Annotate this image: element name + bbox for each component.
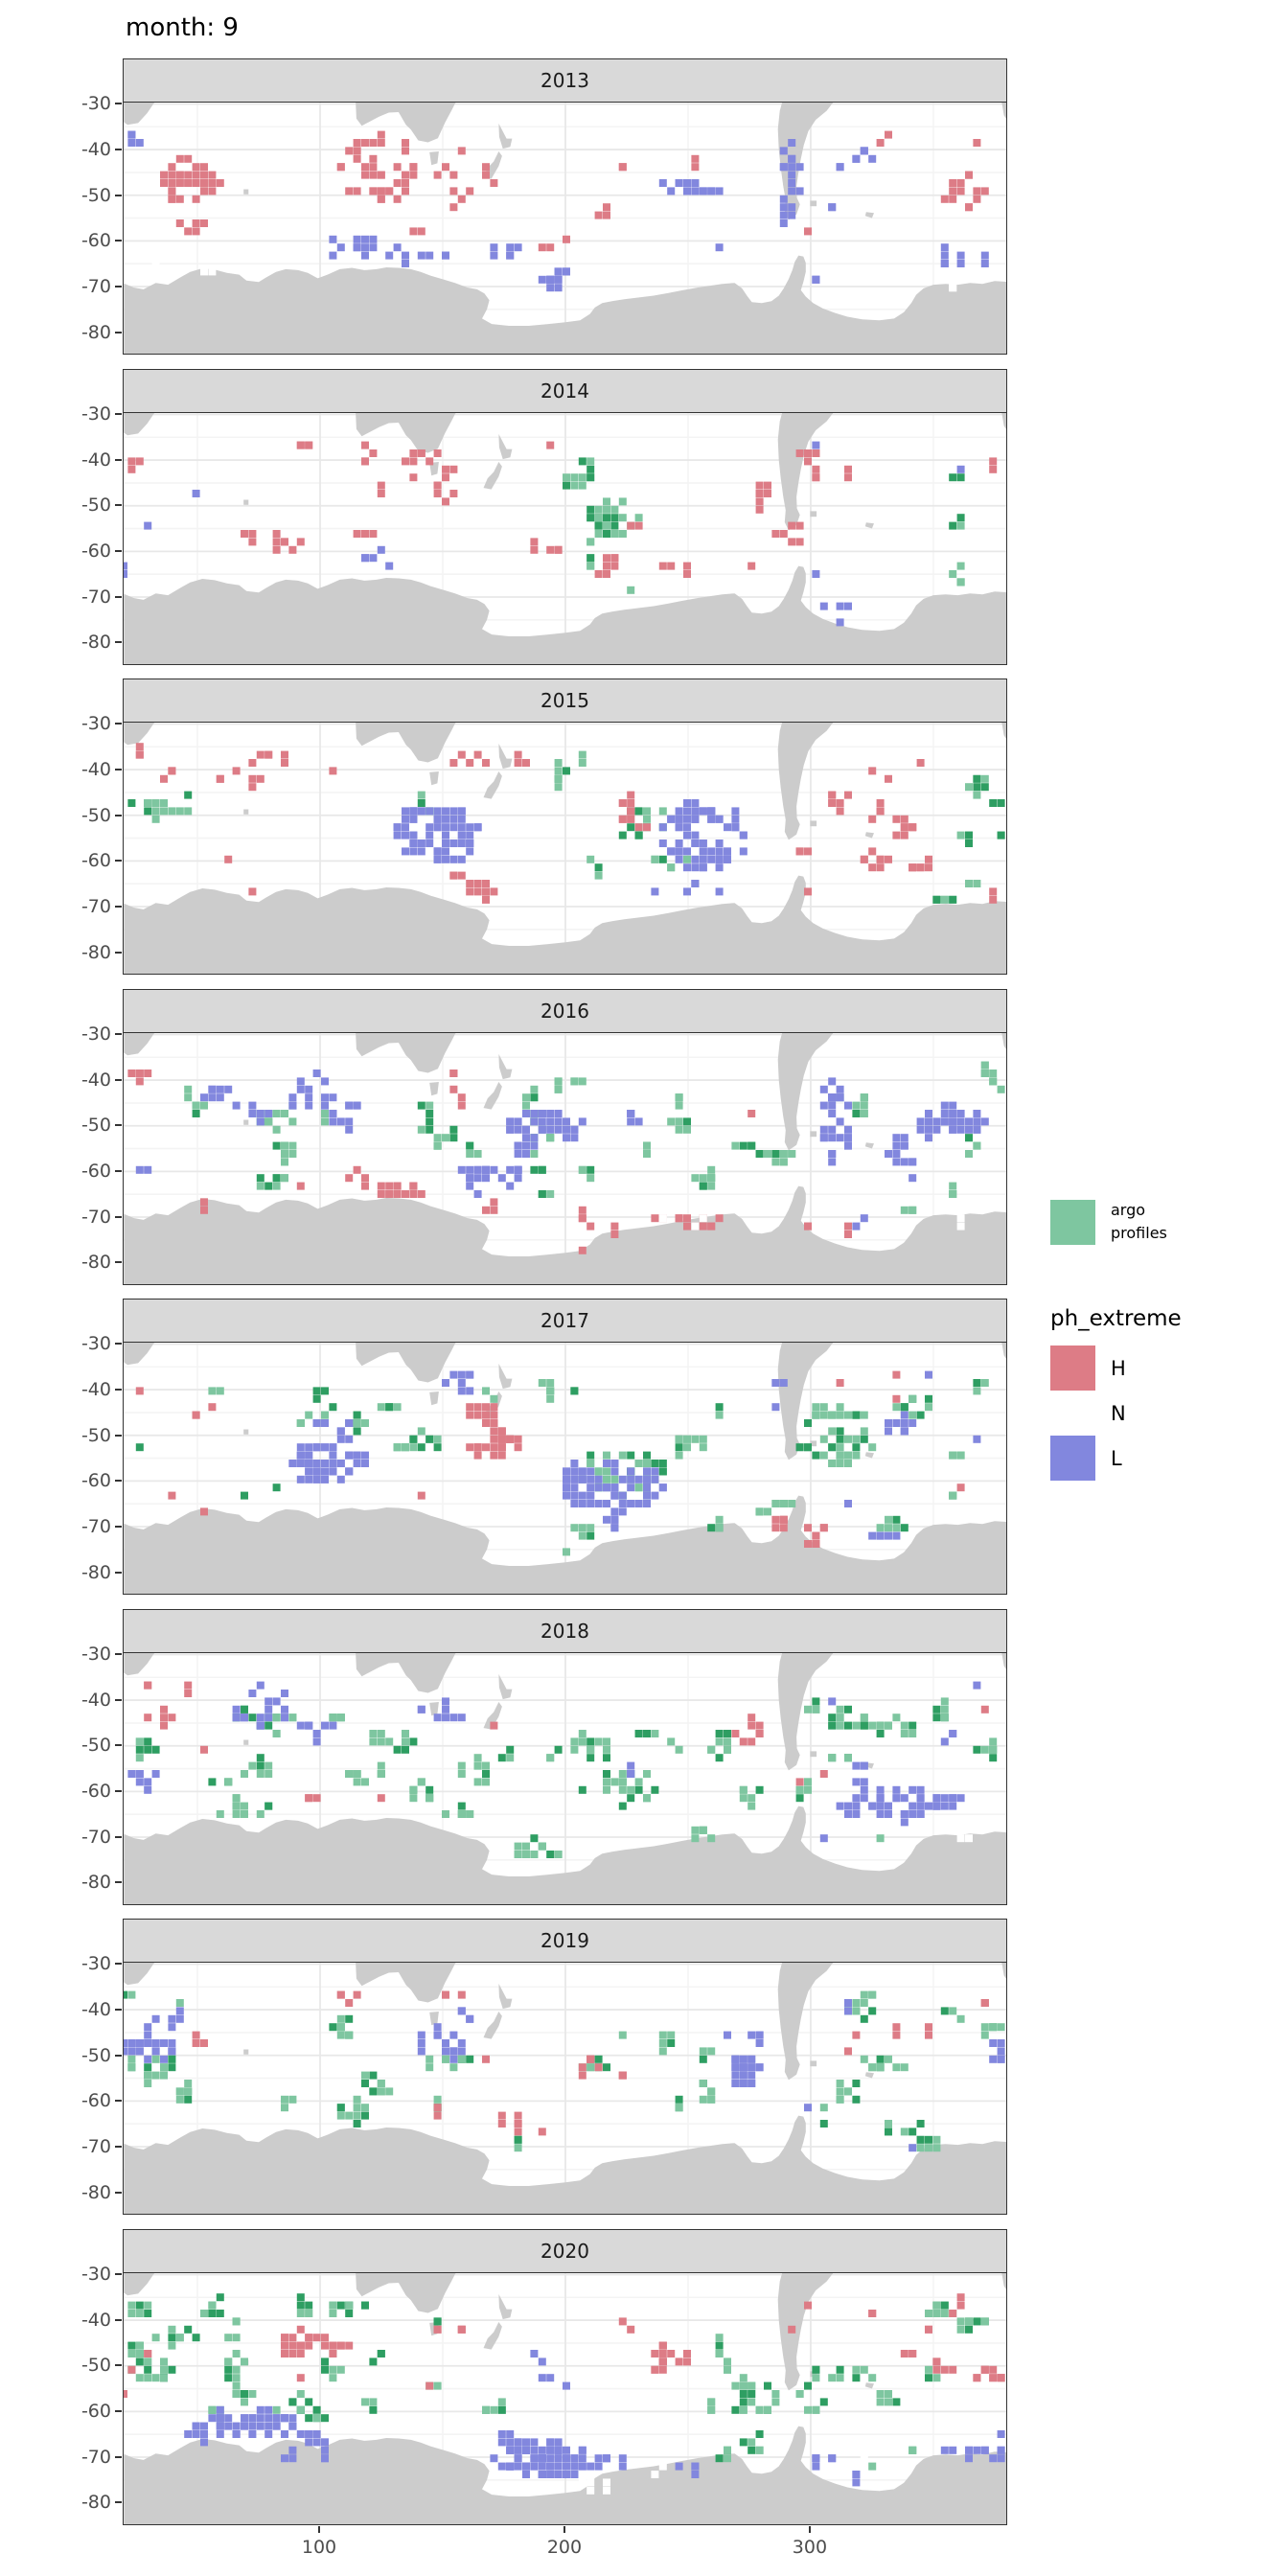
map-panel-2018	[123, 1653, 1007, 1905]
land-africa-wrap	[1001, 1343, 1007, 1363]
y-tick-label: -40	[80, 2309, 111, 2331]
y-tick-mark	[115, 2192, 122, 2194]
land-africa-tip	[124, 1963, 155, 1985]
y-tick-mark	[115, 2273, 122, 2275]
y-tick-label: -70	[80, 276, 111, 297]
land-tasmania	[429, 151, 439, 165]
map-panel-2017	[123, 1343, 1007, 1595]
y-tick-label: -30	[80, 402, 111, 425]
land-africa-wrap	[1001, 1653, 1007, 1673]
argo-profiles-label: argo profiles	[1111, 1201, 1167, 1242]
y-tick-mark	[115, 1216, 122, 1218]
legend-entry-N	[1050, 1391, 1271, 1436]
y-tick-mark	[115, 769, 122, 770]
y-tick-mark	[115, 1170, 122, 1172]
land-tasmania	[429, 1082, 439, 1095]
facet-strip-2017: 2017	[123, 1299, 1007, 1343]
land-kerguelen	[243, 810, 248, 815]
y-tick-mark	[115, 1124, 122, 1126]
land-africa-tip	[124, 723, 155, 745]
land-australia	[356, 1963, 456, 2003]
land-africa-tip	[124, 413, 155, 435]
argo-profiles-key-swatch	[1050, 1200, 1095, 1245]
y-tick-mark	[115, 2456, 122, 2458]
ph-extreme-N-key-swatch	[1050, 1391, 1095, 1436]
y-tick-label: -80	[80, 941, 111, 963]
points-H	[127, 441, 997, 577]
y-tick-mark	[115, 1079, 122, 1081]
y-tick-label: -50	[80, 494, 111, 517]
land-tasmania	[429, 771, 439, 785]
land-africa-wrap	[1001, 1963, 1007, 1983]
land-kerguelen	[243, 190, 248, 195]
y-tick-label: -50	[80, 1115, 111, 1137]
x-tick-mark	[318, 2526, 320, 2533]
land-africa-wrap	[1001, 103, 1007, 123]
y-tick-mark	[115, 1261, 122, 1263]
y-tick-label: -50	[80, 804, 111, 826]
y-tick-mark	[115, 1881, 122, 1883]
points-L	[127, 131, 988, 292]
y-tick-label: -70	[80, 1516, 111, 1537]
y-tick-mark	[115, 2410, 122, 2412]
y-tick-mark	[115, 860, 122, 862]
map-panel-2014	[123, 413, 1007, 665]
y-tick-mark	[115, 1572, 122, 1574]
facet-2013	[123, 58, 1007, 355]
land-south-america	[778, 413, 835, 530]
y-tick-mark	[115, 1699, 122, 1701]
land-kerguelen	[243, 1739, 248, 1744]
points-argo	[184, 1061, 1004, 1213]
y-tick-label: -60	[80, 2090, 111, 2112]
y-tick-mark	[115, 723, 122, 724]
y-tick-label: -50	[80, 2355, 111, 2377]
x-tick-mark	[564, 2526, 565, 2533]
points-H	[136, 743, 997, 904]
y-tick-label: -50	[80, 1424, 111, 1446]
y-tick-mark	[115, 641, 122, 643]
land-africa-wrap	[1001, 723, 1007, 743]
ph-extreme-H-key-swatch	[1050, 1346, 1095, 1391]
land-falklands	[810, 820, 816, 826]
y-tick-mark	[115, 2146, 122, 2148]
ph-extreme-L-label: L	[1111, 1446, 1122, 1470]
y-tick-label: -30	[80, 1643, 111, 1665]
y-tick-mark	[115, 459, 122, 461]
y-tick-mark	[115, 1790, 122, 1792]
facet-2014	[123, 369, 1007, 665]
y-tick-label: -70	[80, 1206, 111, 1228]
y-tick-label: -60	[80, 1160, 111, 1182]
land-south-america	[778, 1963, 835, 2080]
land-kerguelen	[243, 2050, 248, 2055]
legend	[1050, 1199, 1271, 1481]
y-tick-label: -30	[80, 1333, 111, 1355]
ph-extreme-N-label: N	[1111, 1401, 1126, 1425]
land-south-georgia	[865, 2072, 874, 2078]
y-tick-label: -60	[80, 2400, 111, 2422]
land-africa-tip	[124, 1653, 155, 1675]
land-new-zealand-south	[484, 771, 502, 799]
y-tick-label: -30	[80, 93, 111, 115]
y-tick-mark	[115, 413, 122, 415]
y-tick-label: -40	[80, 139, 111, 161]
y-tick-mark	[115, 1744, 122, 1746]
y-tick-mark	[115, 286, 122, 288]
land-africa-wrap	[1001, 2273, 1007, 2293]
facet-2017	[123, 1299, 1007, 1595]
y-tick-label: -80	[80, 1561, 111, 1583]
y-tick-mark	[115, 596, 122, 598]
land-falklands	[810, 200, 816, 206]
land-new-zealand-south	[484, 2322, 502, 2350]
y-tick-label: -60	[80, 850, 111, 872]
land-tasmania	[429, 1392, 439, 1405]
land-falklands	[810, 2060, 816, 2066]
y-tick-label: -70	[80, 1826, 111, 1848]
y-tick-mark	[115, 1526, 122, 1528]
y-tick-label: -80	[80, 2492, 111, 2514]
x-tick-label: 200	[546, 2536, 583, 2558]
ph-extreme-H-label: H	[1111, 1356, 1126, 1380]
y-tick-label: -40	[80, 1999, 111, 2021]
legend-entry-L	[1050, 1436, 1271, 1481]
facet-strip-2020: 2020	[123, 2229, 1007, 2273]
y-tick-label: -50	[80, 1735, 111, 1757]
y-tick-mark	[115, 1480, 122, 1482]
land-new-zealand-south	[484, 462, 502, 490]
y-tick-label: -40	[80, 1689, 111, 1711]
legend-argo	[1050, 1199, 1271, 1245]
y-tick-label: -60	[80, 1780, 111, 1802]
y-tick-mark	[115, 1653, 122, 1655]
y-tick-label: -70	[80, 586, 111, 608]
facet-2016	[123, 989, 1007, 1285]
land-south-georgia	[865, 212, 874, 218]
points-L	[136, 1070, 989, 1230]
facet-2020	[123, 2229, 1007, 2525]
facet-2018	[123, 1609, 1007, 1905]
land-australia	[356, 1343, 456, 1383]
land-south-georgia	[865, 1452, 874, 1458]
y-tick-mark	[115, 1389, 122, 1391]
ph-extreme-L-key-swatch	[1050, 1436, 1095, 1481]
y-tick-label: -50	[80, 184, 111, 206]
facet-strip-2018: 2018	[123, 1609, 1007, 1653]
land-falklands	[810, 1751, 816, 1757]
y-tick-label: -70	[80, 896, 111, 917]
y-tick-mark	[115, 550, 122, 552]
land-south-america	[778, 2273, 835, 2390]
land-australia	[356, 1033, 456, 1073]
y-tick-label: -30	[80, 713, 111, 735]
y-tick-mark	[115, 332, 122, 334]
land-south-georgia	[865, 832, 874, 838]
y-tick-mark	[115, 2009, 122, 2011]
y-tick-mark	[115, 195, 122, 196]
land-new-zealand-south	[484, 1082, 502, 1110]
y-tick-label: -60	[80, 1470, 111, 1492]
y-tick-mark	[115, 504, 122, 506]
x-tick-mark	[809, 2526, 811, 2533]
y-tick-mark	[115, 2319, 122, 2321]
land-new-zealand-south	[484, 2012, 502, 2039]
legend-title-ph-extreme: ph_extreme	[1050, 1306, 1182, 1331]
y-tick-mark	[115, 815, 122, 816]
land-africa-wrap	[1001, 1033, 1007, 1053]
land-south-georgia	[865, 522, 874, 528]
y-tick-label: -60	[80, 230, 111, 252]
land-falklands	[810, 511, 816, 517]
y-tick-mark	[115, 2364, 122, 2366]
legend-entry-H	[1050, 1346, 1271, 1391]
facet-strip-2019: 2019	[123, 1919, 1007, 1963]
y-tick-label: -30	[80, 2263, 111, 2285]
y-tick-label: -30	[80, 1023, 111, 1045]
map-panel-2015	[123, 723, 1007, 975]
land-africa-tip	[124, 2273, 155, 2295]
land-kerguelen	[243, 1119, 248, 1124]
land-tasmania	[429, 2012, 439, 2025]
facet-2019	[123, 1919, 1007, 2215]
facet-strip-2013: 2013	[123, 58, 1007, 103]
facet-strip-2016: 2016	[123, 989, 1007, 1033]
facet-strip-2015: 2015	[123, 678, 1007, 723]
y-tick-label: -80	[80, 632, 111, 654]
y-tick-mark	[115, 103, 122, 104]
plot-title: month: 9	[126, 13, 239, 42]
y-tick-label: -50	[80, 2044, 111, 2066]
y-tick-mark	[115, 240, 122, 242]
land-australia	[356, 103, 456, 143]
points-L	[127, 1681, 980, 1842]
land-south-america	[778, 723, 835, 840]
land-africa-tip	[124, 1343, 155, 1365]
land-australia	[356, 413, 456, 453]
x-tick-label: 100	[301, 2536, 337, 2558]
facet-2015	[123, 678, 1007, 975]
land-south-georgia	[865, 1142, 874, 1148]
y-tick-mark	[115, 906, 122, 908]
points-L	[394, 799, 748, 895]
land-africa-wrap	[1001, 413, 1007, 433]
y-tick-label: -80	[80, 1252, 111, 1274]
y-tick-mark	[115, 1435, 122, 1437]
y-tick-label: -80	[80, 2181, 111, 2203]
land-south-georgia	[865, 2382, 874, 2388]
land-tasmania	[429, 1702, 439, 1715]
y-tick-mark	[115, 952, 122, 954]
land-australia	[356, 2273, 456, 2313]
y-tick-label: -80	[80, 321, 111, 343]
land-kerguelen	[243, 499, 248, 504]
y-tick-mark	[115, 149, 122, 150]
map-panel-2016	[123, 1033, 1007, 1285]
y-tick-label: -40	[80, 1379, 111, 1401]
y-tick-mark	[115, 2055, 122, 2057]
land-australia	[356, 1653, 456, 1693]
y-tick-label: -40	[80, 1069, 111, 1091]
land-australia	[356, 723, 456, 763]
y-tick-label: -60	[80, 540, 111, 562]
land-africa-tip	[124, 103, 155, 125]
y-tick-mark	[115, 1963, 122, 1965]
land-falklands	[810, 1131, 816, 1137]
y-tick-mark	[115, 2100, 122, 2102]
y-tick-mark	[115, 1343, 122, 1345]
map-panel-2013	[123, 103, 1007, 355]
facet-strip-2014: 2014	[123, 369, 1007, 413]
y-tick-mark	[115, 1836, 122, 1838]
land-africa-tip	[124, 1033, 155, 1055]
points-argo	[124, 1991, 1005, 2152]
y-tick-mark	[115, 2501, 122, 2503]
x-tick-label: 300	[792, 2536, 828, 2558]
y-tick-label: -30	[80, 1953, 111, 1975]
y-tick-label: -70	[80, 2136, 111, 2157]
map-panel-2019	[123, 1963, 1007, 2215]
y-tick-mark	[115, 1033, 122, 1035]
y-tick-label: -80	[80, 1872, 111, 1894]
y-tick-label: -70	[80, 2446, 111, 2468]
map-panel-2020	[123, 2273, 1007, 2525]
y-tick-label: -40	[80, 448, 111, 471]
land-kerguelen	[243, 1430, 248, 1435]
y-tick-label: -40	[80, 759, 111, 781]
